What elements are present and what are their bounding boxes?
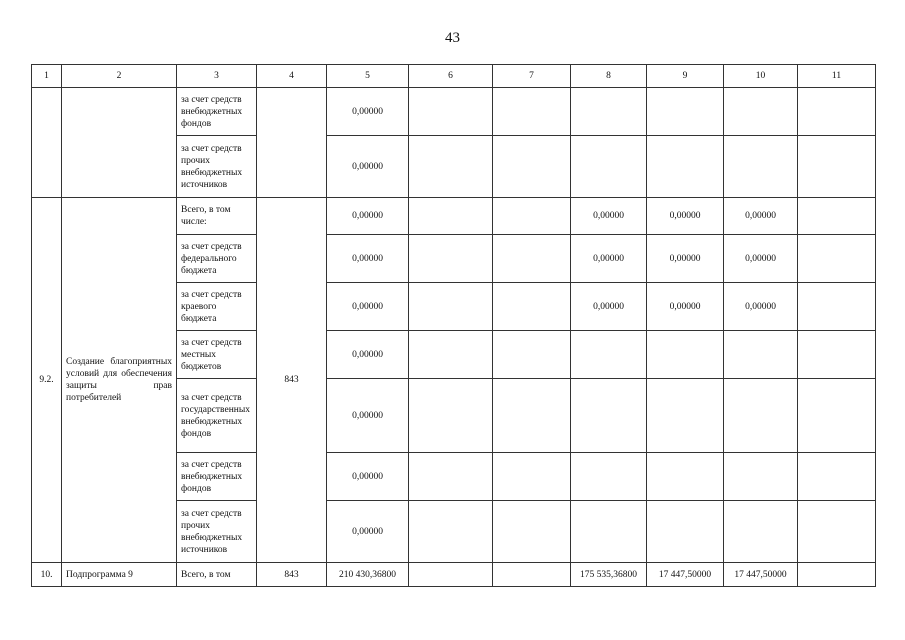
num-cell: 9.2. <box>32 198 62 563</box>
value-cell <box>493 88 571 136</box>
value-cell <box>493 283 571 331</box>
value-cell: 0,00000 <box>571 283 647 331</box>
header-cell: 2 <box>62 65 177 88</box>
table-row <box>32 88 876 136</box>
value-cell <box>798 563 876 587</box>
value-cell <box>798 136 876 198</box>
value-cell: 0,00000 <box>327 88 409 136</box>
value-cell <box>724 331 798 379</box>
value-cell <box>571 331 647 379</box>
header-cell: 6 <box>409 65 493 88</box>
source-cell: за счет средств внебюджетных фондов <box>177 453 257 501</box>
value-cell <box>409 235 493 283</box>
value-cell: 0,00000 <box>724 235 798 283</box>
value-cell <box>724 379 798 453</box>
value-cell <box>798 283 876 331</box>
code-cell: 843 <box>257 198 327 563</box>
value-cell <box>493 235 571 283</box>
value-cell <box>647 88 724 136</box>
value-cell: 0,00000 <box>647 198 724 235</box>
value-cell <box>409 88 493 136</box>
value-cell <box>798 88 876 136</box>
header-row <box>32 65 876 88</box>
value-cell <box>724 501 798 563</box>
value-cell <box>409 331 493 379</box>
value-cell <box>409 501 493 563</box>
value-cell: 0,00000 <box>724 198 798 235</box>
value-cell: 0,00000 <box>327 331 409 379</box>
value-cell <box>409 283 493 331</box>
value-cell <box>724 88 798 136</box>
name-cell: Создание благоприятных условий для обеспечения защиты прав потребителей <box>62 198 177 563</box>
value-cell: 0,00000 <box>571 198 647 235</box>
value-cell <box>647 501 724 563</box>
value-cell <box>647 331 724 379</box>
source-cell: Всего, в том <box>177 563 257 587</box>
header-cell: 11 <box>798 65 876 88</box>
value-cell: 0,00000 <box>327 136 409 198</box>
value-cell <box>798 331 876 379</box>
value-cell: 210 430,36800 <box>327 563 409 587</box>
value-cell: 0,00000 <box>327 198 409 235</box>
value-cell <box>647 136 724 198</box>
value-cell <box>571 136 647 198</box>
value-cell <box>571 453 647 501</box>
value-cell <box>493 331 571 379</box>
value-cell <box>724 453 798 501</box>
value-cell <box>409 136 493 198</box>
table-row <box>32 563 876 587</box>
value-cell: 0,00000 <box>327 379 409 453</box>
source-cell: за счет средств местных бюджетов <box>177 331 257 379</box>
value-cell: 175 535,36800 <box>571 563 647 587</box>
value-cell: 0,00000 <box>327 501 409 563</box>
value-cell: 0,00000 <box>724 283 798 331</box>
source-cell: за счет средств прочих внебюджетных источников <box>177 136 257 198</box>
value-cell <box>409 198 493 235</box>
value-cell <box>798 501 876 563</box>
header-cell: 7 <box>493 65 571 88</box>
source-cell: за счет средств федерального бюджета <box>177 235 257 283</box>
num-cell: 10. <box>32 563 62 587</box>
source-cell: за счет средств прочих внебюджетных источников <box>177 501 257 563</box>
value-cell: 0,00000 <box>327 235 409 283</box>
value-cell: 17 447,50000 <box>647 563 724 587</box>
value-cell <box>493 136 571 198</box>
code-cell <box>257 88 327 198</box>
value-cell <box>493 198 571 235</box>
value-cell: 0,00000 <box>327 453 409 501</box>
source-cell: за счет средств краевого бюджета <box>177 283 257 331</box>
value-cell <box>409 563 493 587</box>
budget-table <box>31 64 876 587</box>
header-cell: 9 <box>647 65 724 88</box>
num-cell <box>32 88 62 198</box>
table-row <box>32 198 876 235</box>
value-cell: 0,00000 <box>327 283 409 331</box>
header-cell: 5 <box>327 65 409 88</box>
source-cell: за счет средств государственных внебюджетных фондов <box>177 379 257 453</box>
header-cell: 8 <box>571 65 647 88</box>
value-cell <box>493 501 571 563</box>
code-cell: 843 <box>257 563 327 587</box>
value-cell <box>798 379 876 453</box>
value-cell <box>647 453 724 501</box>
value-cell <box>493 563 571 587</box>
header-cell: 1 <box>32 65 62 88</box>
value-cell <box>409 453 493 501</box>
name-cell <box>62 88 177 198</box>
value-cell: 0,00000 <box>571 235 647 283</box>
value-cell <box>798 198 876 235</box>
value-cell <box>647 379 724 453</box>
source-cell: за счет средств внебюджетных фондов <box>177 88 257 136</box>
value-cell <box>409 379 493 453</box>
header-cell: 10 <box>724 65 798 88</box>
value-cell <box>798 235 876 283</box>
page-number: 43 <box>445 30 460 46</box>
value-cell <box>493 453 571 501</box>
value-cell <box>493 379 571 453</box>
value-cell: 17 447,50000 <box>724 563 798 587</box>
value-cell <box>571 501 647 563</box>
header-cell: 3 <box>177 65 257 88</box>
value-cell <box>571 379 647 453</box>
value-cell <box>724 136 798 198</box>
value-cell <box>798 453 876 501</box>
value-cell: 0,00000 <box>647 283 724 331</box>
source-cell: Всего, в том числе: <box>177 198 257 235</box>
value-cell <box>571 88 647 136</box>
name-cell: Подпрограмма 9 <box>62 563 177 587</box>
value-cell: 0,00000 <box>647 235 724 283</box>
header-cell: 4 <box>257 65 327 88</box>
